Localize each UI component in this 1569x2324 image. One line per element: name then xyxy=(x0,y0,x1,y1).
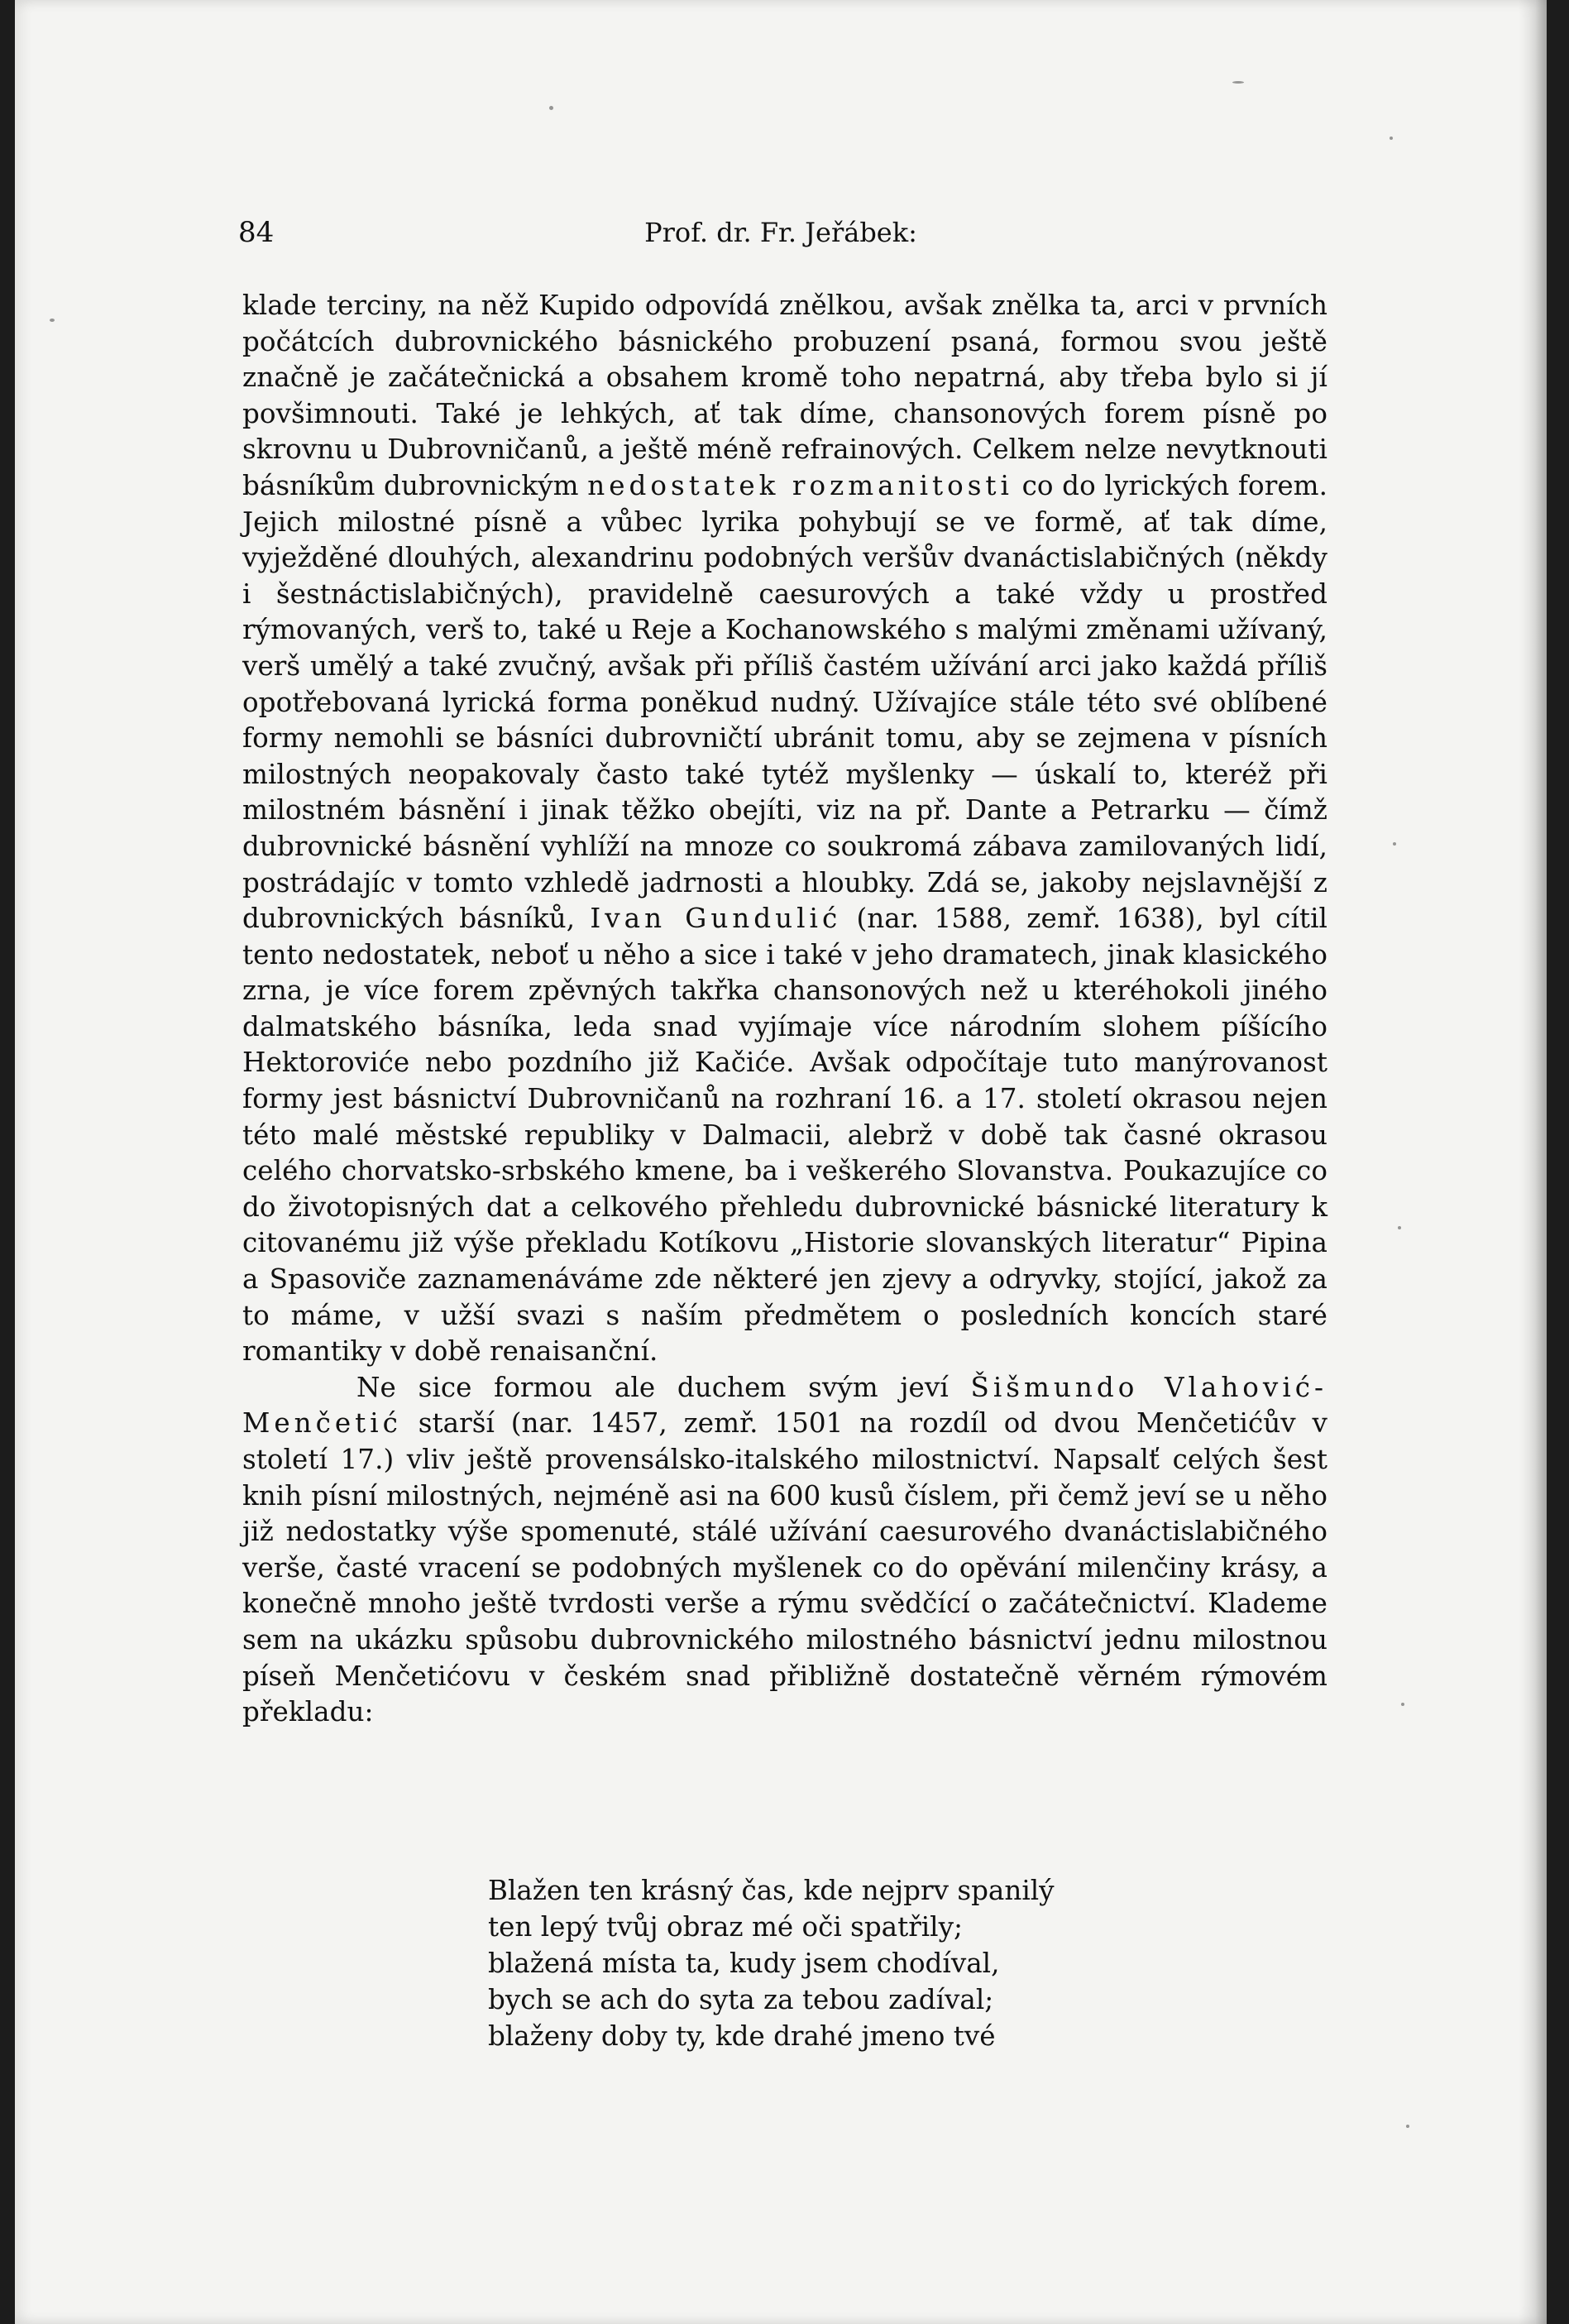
paper-speck xyxy=(1406,2125,1409,2128)
poem-line: blažená místa ta, kudy jsem chodíval, xyxy=(488,1948,1000,1979)
paragraph-1-part-2: co do lyrických forem. Jejich milostné písně a vůbec lyrika pohybují se ve formě, ať tak díme, vyježděné dlouhých, alexandrinu podobných veršův dvanáctislabičných (někdy i šestnáctislabičných), pravidelně caesurových a také vždy u prostřed rýmovaných, verš to, také u Reje a Kochanowského s malými změnami užívaný, verš umělý a také zvučný, avšak při příliš častém užívání arci jako každá příliš opotřebovaná lyrická forma poněkud nudný. Užívajíce stále této své oblíbené formy nemohli se básníci dubrovničtí ubránit tomu, aby se zejmena v písních milostných neopakovaly často také tytéž myšlenky — úskalí to, kteréž při milostném básnění i jinak těžko obejíti, viz na př. Dante a Petrarku — čímž dubrovnické básnění vyhlíží na mnoze co soukromá zábava zamilovaných lidí, postrádajíc v tomto vzhledě jadrnosti a hloubky. Zdá se, jakoby nejslavnější z dubrovnických básníků, xyxy=(242,469,1327,935)
poem-line: ten lepý tvůj obraz mé oči spatřily; xyxy=(488,1911,963,1943)
paper-speck xyxy=(1401,1703,1404,1706)
emphasis-ivan-gundulic: Ivan Gundulić xyxy=(590,903,842,935)
paper-speck xyxy=(1232,81,1244,84)
paragraph-1-part-1: klade terciny, na něž Kupido odpovídá znělkou, avšak znělka ta, arci v prvních počátcích dubrovnického básnického probuzení psaná, formou svou ještě značně je začátečnická a obsahem kromě toho nepatrná, aby třeba bylo si jí povšimnouti. Také je lehkých, ať tak díme, chansonových forem písně po skrovnu u Dubrovničanů, a ještě méně refrainových. Celkem nelze nevytknouti básníkům dubrovnickým xyxy=(242,290,1327,501)
page-edge-shadow xyxy=(1519,0,1547,2324)
paragraph-2-part-1: Ne sice formou ale duchem svým jeví xyxy=(356,1371,971,1403)
poem-line: bych se ach do syta za tebou zadíval; xyxy=(488,1984,994,2015)
paper-speck xyxy=(1390,137,1393,140)
running-title: Prof. dr. Fr. Jeřábek: xyxy=(644,217,917,248)
paragraph-1-part-3: (nar. 1588, zemř. 1638), byl cítil tento nedostatek, neboť u něho a sice i také v jeho dramatech, jinak klasického zrna, je více forem zpěvných takřka chansonových než u kteréhokoli jiného dalmatského básníka, leda snad vyjímaje více národním slohem píšícího Hektoroviće nebo pozdního již Kačiće. Avšak odpočítaje tuto manýrovanost formy jest básnictví Dubrovničanů na rozhraní 16. a 17. století okrasou nejen této malé městské republiky v Dalmacii, alebrž v době tak časné okrasou celého chorvatsko-srbského kmene, ba i veškerého Slovanstva. Poukazujíce co do životopisných dat a celkového přehledu dubrovnické básnické literatury k citovanému již výše překladu Kotíkovu „Historie slovanských literatur“ Pipina a Spasoviče zaznamenáváme zde některé jen zjevy a odryvky, stojící, jakož za to máme, v užší svazi s naším předmětem o posledních koncích staré romantiky v době renaisanční. xyxy=(242,903,1328,1368)
page-number: 84 xyxy=(238,216,275,249)
page-header xyxy=(238,213,1323,252)
paragraph-1 xyxy=(242,288,1327,1370)
body-text xyxy=(242,288,1327,1731)
paper-speck xyxy=(50,319,55,322)
poem-excerpt xyxy=(488,1872,1232,2054)
emphasis-sismundo-vlahovic-mencetic: Šišmundo Vlahović-Menčetić xyxy=(242,1371,1328,1440)
paragraph-2-part-2: starší (nar. 1457, zemř. 1501 na rozdíl od dvou Menčetićův v století 17.) vliv ještě provensálsko-italského milostnictví. Napsalť celých šest knih písní milostných, nejméně asi na 600 kusů číslem, při čemž jeví se u něho již nedostatky výše spomenuté, stálé užívání caesurového dvanáctislabičného verše, časté vracení se podobných myšlenek co do opěvání milenčiny krásy, a konečně mnoho ještě tvrdosti verše a rýmu svědčící o začátečnictví. Klademe sem na ukázku spůsobu dubrovnického milostného básnictví jednu milostnou píseň Menčetićovu v českém snad přibližně dostatečně věrném rýmovém překladu: xyxy=(242,1407,1327,1728)
paragraph-2 xyxy=(242,1370,1327,1731)
emphasis-nedostatek-rozmanitosti: nedostatek rozmanitosti xyxy=(587,469,1013,501)
paper-speck xyxy=(549,106,553,110)
poem-line: Blažen ten krásný čas, kde nejprv spanilý xyxy=(488,1875,1055,1906)
poem-line: blaženy doby ty, kde drahé jmeno tvé xyxy=(488,2020,996,2052)
paper-speck xyxy=(1398,1226,1401,1229)
paper-speck xyxy=(1393,842,1396,846)
